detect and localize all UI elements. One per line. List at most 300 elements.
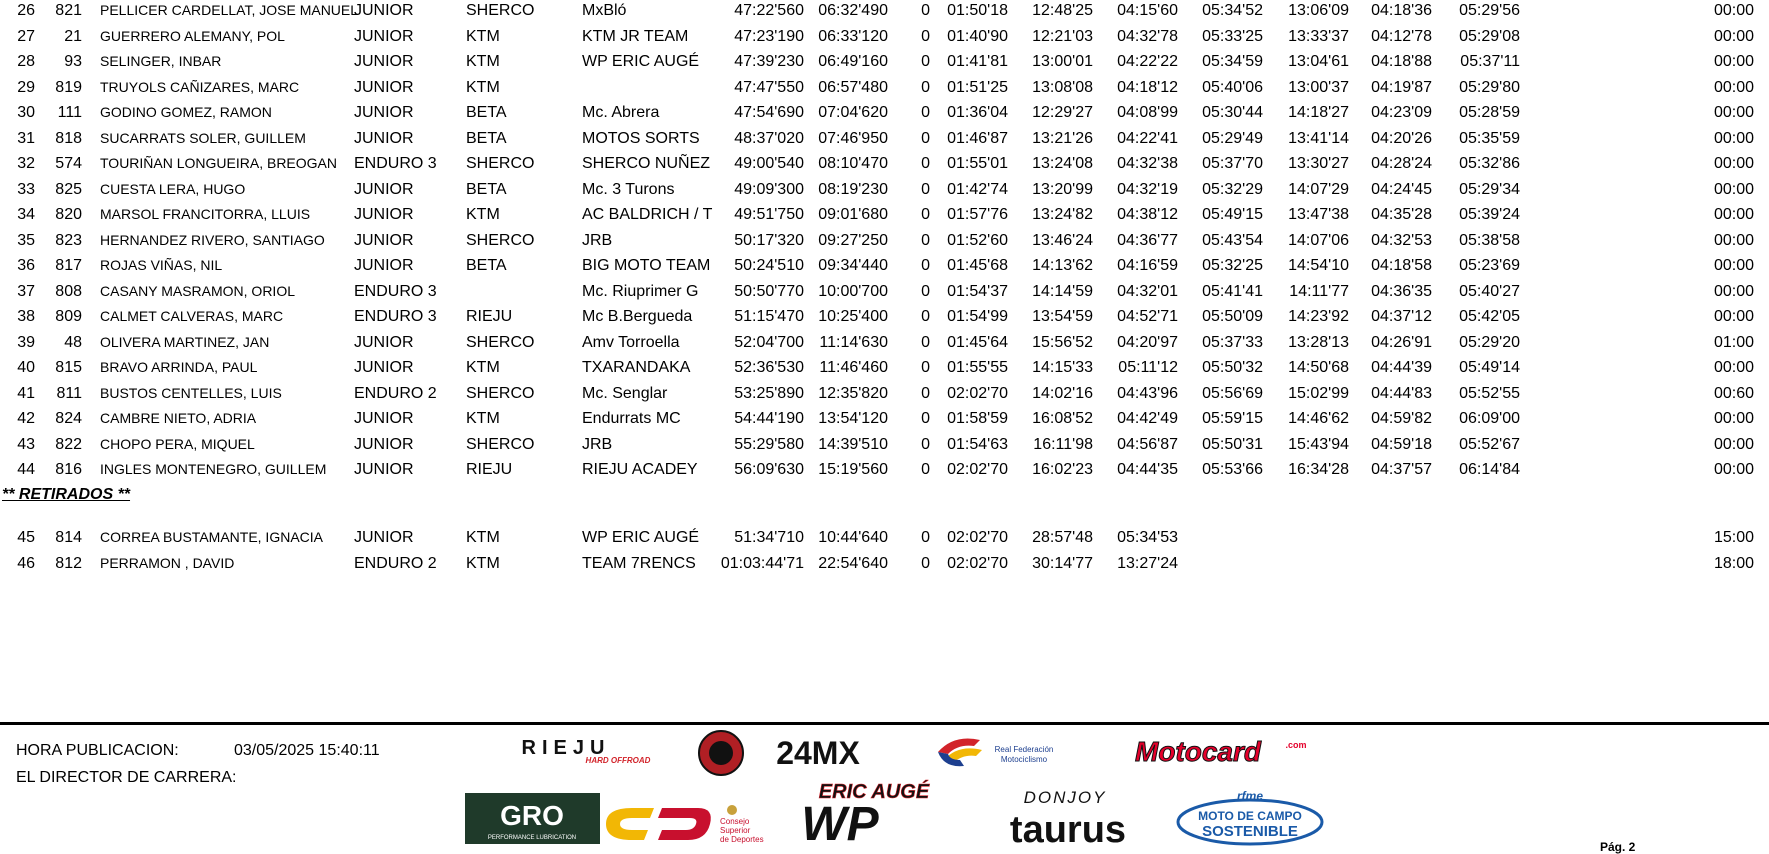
stage-4-cell: 05:59'15: [1202, 410, 1263, 427]
position-cell: 42: [17, 410, 35, 427]
stage-5-cell: 13:47'38: [1288, 206, 1349, 223]
penalty-time-cell: 00:00: [1713, 282, 1754, 300]
club-cell: BIG MOTO TEAM: [582, 257, 711, 274]
svg-text:DONJOY: DONJOY: [1023, 788, 1107, 807]
stage-7-cell: 05:40'27: [1459, 282, 1520, 300]
position-cell: 35: [17, 231, 35, 249]
penalty-count-cell: 0: [921, 104, 930, 121]
table-row: [0, 177, 1769, 202]
position-cell: 26: [17, 2, 35, 19]
total-time-cell: 01:03:44'71: [720, 554, 804, 572]
table-row: [0, 304, 1769, 329]
total-time-cell: 47:22'560: [734, 2, 804, 19]
motorcycle-cell: BETA: [466, 180, 507, 198]
stage-2-cell: 14:14'59: [1032, 282, 1093, 300]
stage-2-cell: 13:21'26: [1032, 129, 1093, 147]
stage-1-cell: 01:55'01: [947, 155, 1008, 172]
motorcycle-cell: KTM: [466, 410, 500, 427]
table-row: [0, 406, 1769, 431]
position-cell: 29: [17, 78, 35, 96]
rider-name-cell: BRAVO ARRINDA, PAUL: [100, 359, 258, 375]
gap-cell: 15:19'560: [818, 461, 888, 478]
stage-6-cell: 04:12'78: [1371, 27, 1432, 45]
svg-text:Real Federación: Real Federación: [994, 745, 1054, 754]
table-row: [0, 551, 1769, 576]
motorcycle-cell: BETA: [466, 257, 507, 274]
table-row: [0, 0, 1769, 23]
stage-3-cell: 04:43'96: [1117, 384, 1178, 402]
svg-text:MOTO DE CAMPO: MOTO DE CAMPO: [1198, 809, 1302, 823]
gap-cell: 09:01'680: [818, 206, 888, 223]
stage-3-cell: 04:15'60: [1117, 2, 1178, 19]
stage-4-cell: 05:32'25: [1202, 257, 1263, 274]
position-cell: 32: [17, 155, 35, 172]
stage-1-cell: 02:02'70: [947, 529, 1008, 546]
category-cell: JUNIOR: [354, 410, 414, 427]
stage-1-cell: 02:02'70: [947, 384, 1008, 402]
penalty-time-cell: 00:00: [1713, 27, 1754, 45]
stage-7-cell: 05:23'69: [1459, 257, 1520, 274]
club-cell: TEAM 7RENCS: [582, 554, 696, 572]
total-time-cell: 55:29'580: [734, 435, 804, 453]
stage-5-cell: 15:43'94: [1288, 435, 1349, 453]
position-cell: 46: [17, 554, 35, 572]
stage-4-cell: 05:32'29: [1202, 180, 1263, 198]
svg-text:Motociclismo: Motociclismo: [1000, 755, 1048, 764]
stage-6-cell: 04:59'18: [1371, 435, 1432, 453]
stage-1-cell: 02:02'70: [947, 461, 1008, 478]
gap-cell: 09:27'250: [818, 231, 888, 249]
dorsal-cell: 825: [55, 180, 82, 198]
penalty-time-cell: 00:00: [1713, 410, 1754, 427]
gap-cell: 06:33'120: [818, 27, 888, 45]
stage-2-cell: 13:24'08: [1032, 155, 1093, 172]
gap-cell: 12:35'820: [818, 384, 888, 402]
footer-divider: [0, 722, 1769, 725]
position-cell: 34: [17, 206, 35, 223]
svg-text:PERFORMANCE LUBRICATION: PERFORMANCE LUBRICATION: [487, 835, 577, 841]
stage-4-cell: 05:37'33: [1202, 333, 1263, 351]
penalty-time-cell: 00:00: [1713, 231, 1754, 249]
position-cell: 37: [17, 282, 35, 300]
table-row: [0, 279, 1769, 304]
stage-2-cell: 13:20'99: [1032, 180, 1093, 198]
penalty-time-cell: 00:00: [1713, 461, 1754, 478]
stage-5-cell: 14:50'68: [1288, 359, 1349, 376]
stage-3-cell: 04:56'87: [1117, 435, 1178, 453]
svg-text:24MX: 24MX: [776, 735, 860, 771]
penalty-time-cell: 00:00: [1713, 308, 1754, 325]
motorcycle-cell: KTM: [466, 529, 500, 546]
stage-1-cell: 01:36'04: [947, 104, 1008, 121]
penalty-count-cell: 0: [921, 231, 930, 249]
gap-cell: 22:54'640: [818, 554, 888, 572]
stage-3-cell: 04:38'12: [1117, 206, 1178, 223]
moto-campo-sostenible-logo: [1174, 786, 1326, 846]
dorsal-cell: 809: [55, 308, 82, 325]
penalty-count-cell: 0: [921, 27, 930, 45]
stage-5-cell: 13:00'37: [1288, 78, 1349, 96]
stage-6-cell: 04:23'09: [1371, 104, 1432, 121]
rider-name-cell: PELLICER CARDELLAT, JOSE MANUEL: [100, 2, 359, 18]
table-row: [0, 75, 1769, 100]
rider-name-cell: TOURIÑAN LONGUEIRA, BREOGAN: [100, 155, 338, 171]
penalty-time-cell: 00:00: [1713, 435, 1754, 453]
publication-time: 03/05/2025 15:40:11: [234, 742, 380, 759]
motorcycle-cell: KTM: [466, 78, 500, 96]
stage-1-cell: 01:50'18: [947, 2, 1008, 19]
position-cell: 31: [17, 129, 35, 147]
stage-5-cell: 14:07'06: [1288, 231, 1349, 249]
stage-3-cell: 04:08'99: [1117, 104, 1178, 121]
stage-3-cell: 04:22'22: [1117, 53, 1178, 70]
club-cell: JRB: [582, 435, 613, 453]
stage-6-cell: 04:24'45: [1371, 180, 1432, 198]
rfef-logo: [934, 732, 1066, 772]
gap-cell: 06:32'490: [818, 2, 888, 19]
stage-6-cell: 04:18'88: [1371, 53, 1432, 70]
rider-name-cell: OLIVERA MARTINEZ, JAN: [100, 333, 270, 350]
penalty-count-cell: 0: [921, 78, 930, 96]
dorsal-cell: 818: [55, 129, 82, 147]
penalty-count-cell: 0: [921, 129, 930, 147]
stage-1-cell: 01:40'90: [947, 27, 1008, 45]
stage-7-cell: 05:39'24: [1459, 206, 1520, 223]
category-cell: ENDURO 2: [354, 384, 437, 402]
club-cell: TXARANDAKA: [582, 359, 691, 376]
stage-7-cell: 05:38'58: [1459, 231, 1520, 249]
stage-1-cell: 01:55'55: [947, 359, 1008, 376]
stage-6-cell: 04:28'24: [1371, 155, 1432, 172]
gap-cell: 08:10'470: [818, 155, 888, 172]
category-cell: ENDURO 3: [354, 155, 437, 172]
position-cell: 36: [17, 257, 35, 274]
stage-2-cell: 13:24'82: [1032, 206, 1093, 223]
gap-cell: 14:39'510: [818, 435, 888, 453]
table-row: [0, 151, 1769, 176]
penalty-time-cell: 00:00: [1713, 206, 1754, 223]
rider-name-cell: CALMET CALVERAS, MARC: [100, 308, 284, 324]
stage-7-cell: 06:09'00: [1459, 410, 1520, 427]
rider-name-cell: CAMBRE NIETO, ADRIA: [100, 410, 257, 426]
stage-1-cell: 01:46'87: [947, 129, 1008, 147]
stage-5-cell: 13:41'14: [1288, 129, 1349, 147]
total-time-cell: 47:47'550: [734, 78, 804, 96]
penalty-count-cell: 0: [921, 529, 930, 546]
total-time-cell: 47:54'690: [734, 104, 804, 121]
motorcycle-cell: SHERCO: [466, 2, 535, 19]
stage-2-cell: 15:56'52: [1032, 333, 1093, 351]
stage-2-cell: 30:14'77: [1032, 554, 1093, 572]
stage-7-cell: 05:29'08: [1459, 27, 1520, 45]
position-cell: 38: [17, 308, 35, 325]
total-time-cell: 49:09'300: [734, 180, 804, 198]
gap-cell: 07:46'950: [818, 129, 888, 147]
penalty-time-cell: 00:00: [1713, 359, 1754, 376]
motorcycle-cell: KTM: [466, 206, 500, 223]
stage-4-cell: 05:40'06: [1202, 78, 1263, 96]
retired-heading: ** RETIRADOS **: [2, 486, 131, 503]
gap-cell: 10:44'640: [818, 529, 888, 546]
position-cell: 41: [17, 384, 35, 402]
total-time-cell: 51:15'470: [734, 308, 804, 325]
motorcycle-cell: RIEJU: [466, 461, 513, 478]
position-cell: 33: [17, 180, 35, 198]
table-row: [0, 432, 1769, 457]
position-cell: 43: [17, 435, 35, 453]
stage-2-cell: 13:46'24: [1032, 231, 1093, 249]
dorsal-cell: 93: [64, 53, 82, 70]
position-cell: 28: [17, 53, 35, 70]
club-cell: KTM JR TEAM: [582, 27, 689, 45]
club-cell: Mc B.Bergueda: [582, 308, 693, 325]
stage-1-cell: 01:51'25: [947, 78, 1008, 96]
rider-name-cell: GODINO GOMEZ, RAMON: [100, 104, 272, 120]
gro-logo: [465, 793, 600, 844]
stage-3-cell: 04:32'19: [1117, 180, 1178, 198]
donjoy-logo: [990, 786, 1140, 808]
stage-4-cell: 05:56'69: [1202, 384, 1263, 402]
rider-name-cell: MARSOL FRANCITORRA, LLUIS: [100, 206, 311, 222]
stage-4-cell: 05:53'66: [1202, 461, 1263, 478]
total-time-cell: 47:23'190: [734, 27, 804, 45]
club-cell: MxBló: [582, 2, 627, 19]
stage-2-cell: 13:00'01: [1032, 53, 1093, 70]
stage-6-cell: 04:59'82: [1371, 410, 1432, 427]
stage-3-cell: 05:11'12: [1118, 359, 1178, 376]
table-row: [0, 355, 1769, 380]
stage-7-cell: 05:29'20: [1459, 333, 1520, 351]
category-cell: JUNIOR: [354, 53, 414, 70]
stage-2-cell: 14:13'62: [1032, 257, 1093, 274]
stage-7-cell: 05:35'59: [1459, 129, 1520, 147]
penalty-count-cell: 0: [921, 206, 930, 223]
stage-1-cell: 02:02'70: [947, 554, 1008, 572]
stage-7-cell: 05:28'59: [1459, 104, 1520, 121]
stage-4-cell: 05:34'59: [1202, 53, 1263, 70]
position-cell: 40: [17, 359, 35, 376]
stage-2-cell: 16:11'98: [1033, 435, 1093, 453]
rider-name-cell: CASANY MASRAMON, ORIOL: [100, 282, 296, 299]
club-cell: Mc. Senglar: [582, 384, 668, 402]
table-row: [0, 49, 1769, 74]
stage-4-cell: 05:30'44: [1202, 104, 1263, 121]
stage-3-cell: 13:27'24: [1117, 554, 1178, 572]
club-cell: WP ERIC AUGÉ: [582, 529, 700, 546]
total-time-cell: 48:37'020: [734, 129, 804, 147]
gap-cell: 06:57'480: [818, 78, 888, 96]
dorsal-cell: 48: [64, 333, 82, 351]
penalty-time-cell: 00:00: [1713, 129, 1754, 147]
club-cell: Mc. Riuprimer G: [582, 282, 699, 300]
stage-4-cell: 05:50'09: [1202, 308, 1263, 325]
total-time-cell: 56:09'630: [734, 461, 804, 478]
dorsal-cell: 574: [55, 155, 82, 172]
penalty-count-cell: 0: [921, 257, 930, 274]
stage-5-cell: 13:06'09: [1288, 2, 1349, 19]
penalty-count-cell: 0: [921, 359, 930, 376]
stage-5-cell: 13:30'27: [1288, 155, 1349, 172]
dorsal-cell: 815: [55, 359, 82, 376]
table-row: [0, 525, 1769, 550]
rider-name-cell: PERRAMON , DAVID: [100, 554, 235, 571]
total-time-cell: 52:36'530: [734, 359, 804, 376]
stage-3-cell: 04:20'97: [1117, 333, 1178, 351]
stage-2-cell: 16:02'23: [1032, 461, 1093, 478]
dorsal-cell: 808: [55, 282, 82, 300]
penalty-count-cell: 0: [921, 554, 930, 572]
table-row: [0, 253, 1769, 278]
gap-cell: 13:54'120: [818, 410, 888, 427]
stage-7-cell: 05:32'86: [1459, 155, 1520, 172]
total-time-cell: 50:24'510: [734, 257, 804, 274]
total-time-cell: 50:50'770: [734, 282, 804, 300]
category-cell: JUNIOR: [354, 359, 414, 376]
stage-1-cell: 01:52'60: [947, 231, 1008, 249]
rider-name-cell: SELINGER, INBAR: [100, 53, 222, 69]
dorsal-cell: 824: [55, 410, 82, 427]
club-cell: Mc. Abrera: [582, 104, 660, 121]
category-cell: JUNIOR: [354, 78, 414, 96]
stage-7-cell: 05:29'56: [1459, 2, 1520, 19]
club-cell: SHERCO NUÑEZ: [582, 155, 711, 172]
svg-text:.com: .com: [1285, 740, 1307, 750]
stage-3-cell: 04:22'41: [1117, 129, 1178, 147]
penalty-count-cell: 0: [921, 308, 930, 325]
table-row: [0, 24, 1769, 49]
rider-name-cell: HERNANDEZ RIVERO, SANTIAGO: [100, 231, 325, 248]
club-cell: Amv Torroella: [582, 333, 680, 351]
stage-3-cell: 05:34'53: [1117, 529, 1178, 546]
penalty-count-cell: 0: [921, 180, 930, 198]
motorcycle-cell: KTM: [466, 53, 500, 70]
gap-cell: 10:00'700: [818, 282, 888, 300]
rider-name-cell: GUERRERO ALEMANY, POL: [100, 27, 285, 44]
penalty-count-cell: 0: [921, 53, 930, 70]
penalty-count-cell: 0: [921, 333, 930, 351]
category-cell: JUNIOR: [354, 129, 414, 147]
stage-3-cell: 04:32'01: [1117, 282, 1178, 300]
stage-7-cell: 05:29'80: [1459, 78, 1520, 96]
category-cell: JUNIOR: [354, 2, 414, 19]
stage-6-cell: 04:37'12: [1371, 308, 1432, 325]
penalty-count-cell: 0: [921, 461, 930, 478]
stage-4-cell: 05:43'54: [1202, 231, 1263, 249]
motorcycle-cell: SHERCO: [466, 231, 535, 249]
stage-1-cell: 01:41'81: [947, 53, 1008, 70]
motorcycle-cell: SHERCO: [466, 333, 535, 351]
stage-5-cell: 13:04'61: [1288, 53, 1349, 70]
position-cell: 30: [17, 104, 35, 121]
stage-2-cell: 12:29'27: [1032, 104, 1093, 121]
penalty-count-cell: 0: [921, 435, 930, 453]
stage-6-cell: 04:35'28: [1371, 206, 1432, 223]
penalty-time-cell: 00:00: [1713, 2, 1754, 19]
svg-text:SOSTENIBLE: SOSTENIBLE: [1202, 823, 1298, 840]
penalty-time-cell: 00:00: [1713, 257, 1754, 274]
category-cell: JUNIOR: [354, 104, 414, 121]
motorcycle-cell: SHERCO: [466, 155, 535, 172]
stage-6-cell: 04:20'26: [1371, 129, 1432, 147]
category-cell: JUNIOR: [354, 27, 414, 45]
stage-1-cell: 01:45'68: [947, 257, 1008, 274]
stage-6-cell: 04:36'35: [1371, 282, 1432, 300]
penalty-count-cell: 0: [921, 155, 930, 172]
penalty-count-cell: 0: [921, 282, 930, 300]
stage-4-cell: 05:50'31: [1202, 435, 1263, 453]
motorcycle-cell: BETA: [466, 104, 507, 121]
penalty-time-cell: 00:60: [1713, 384, 1754, 402]
motorcycle-cell: KTM: [466, 359, 500, 376]
category-cell: JUNIOR: [354, 461, 414, 478]
publication-label: HORA PUBLICACION:: [16, 742, 179, 759]
motorcycle-cell: KTM: [466, 554, 500, 572]
taurus-logo: [968, 808, 1168, 848]
svg-text:de Deportes: de Deportes: [720, 835, 764, 844]
svg-text:GRO: GRO: [500, 800, 564, 831]
csd-logo: [602, 800, 778, 844]
total-time-cell: 52:04'700: [734, 333, 804, 351]
svg-text:WP: WP: [801, 798, 879, 842]
stage-5-cell: 14:23'92: [1288, 308, 1349, 325]
director-label: EL DIRECTOR DE CARRERA:: [16, 769, 237, 786]
stage-7-cell: 05:29'34: [1459, 180, 1520, 198]
club-cell: Mc. 3 Turons: [582, 180, 675, 198]
svg-text:ERIC AUGÉ: ERIC AUGÉ: [818, 781, 930, 803]
rider-name-cell: CUESTA LERA, HUGO: [100, 180, 246, 197]
stage-2-cell: 12:21'03: [1032, 27, 1093, 45]
club-cell: JRB: [582, 231, 613, 249]
dorsal-cell: 820: [55, 206, 82, 223]
stage-1-cell: 01:45'64: [947, 333, 1008, 351]
dorsal-cell: 816: [55, 461, 82, 478]
stage-7-cell: 05:37'11: [1460, 53, 1520, 70]
motorcycle-cell: KTM: [466, 27, 500, 45]
penalty-time-cell: 01:00: [1713, 333, 1754, 351]
page-number: Pág. 2: [1600, 840, 1636, 854]
position-cell: 44: [17, 461, 35, 478]
stage-4-cell: 05:29'49: [1202, 129, 1263, 147]
svg-text:rfme: rfme: [1236, 789, 1264, 803]
motorcycle-cell: SHERCO: [466, 435, 535, 453]
club-cell: MOTOS SORTS: [582, 129, 700, 147]
category-cell: ENDURO 3: [354, 282, 437, 300]
total-time-cell: 53:25'890: [734, 384, 804, 402]
category-cell: JUNIOR: [354, 257, 414, 274]
svg-text:Motocard: Motocard: [1135, 736, 1261, 767]
total-time-cell: 49:51'750: [734, 206, 804, 223]
gap-cell: 07:04'620: [818, 104, 888, 121]
stage-6-cell: 04:44'83: [1371, 384, 1432, 402]
rider-name-cell: TRUYOLS CAÑIZARES, MARC: [100, 78, 300, 95]
stage-5-cell: 16:34'28: [1288, 461, 1349, 478]
stage-3-cell: 04:42'49: [1117, 410, 1178, 427]
penalty-time-cell: 00:00: [1713, 180, 1754, 198]
motorcycle-cell: RIEJU: [466, 308, 513, 325]
stage-2-cell: 13:08'08: [1032, 78, 1093, 96]
position-cell: 27: [17, 27, 35, 45]
rider-name-cell: BUSTOS CENTELLES, LUIS: [100, 384, 282, 401]
stage-7-cell: 06:14'84: [1459, 461, 1520, 478]
dorsal-cell: 822: [55, 435, 82, 453]
dorsal-cell: 819: [55, 78, 82, 96]
stage-5-cell: 13:28'13: [1288, 333, 1349, 351]
category-cell: JUNIOR: [354, 231, 414, 249]
stage-6-cell: 04:26'91: [1371, 333, 1432, 351]
category-cell: ENDURO 2: [354, 554, 437, 572]
stage-5-cell: 14:46'62: [1288, 410, 1349, 427]
svg-text:Consejo: Consejo: [720, 817, 750, 826]
